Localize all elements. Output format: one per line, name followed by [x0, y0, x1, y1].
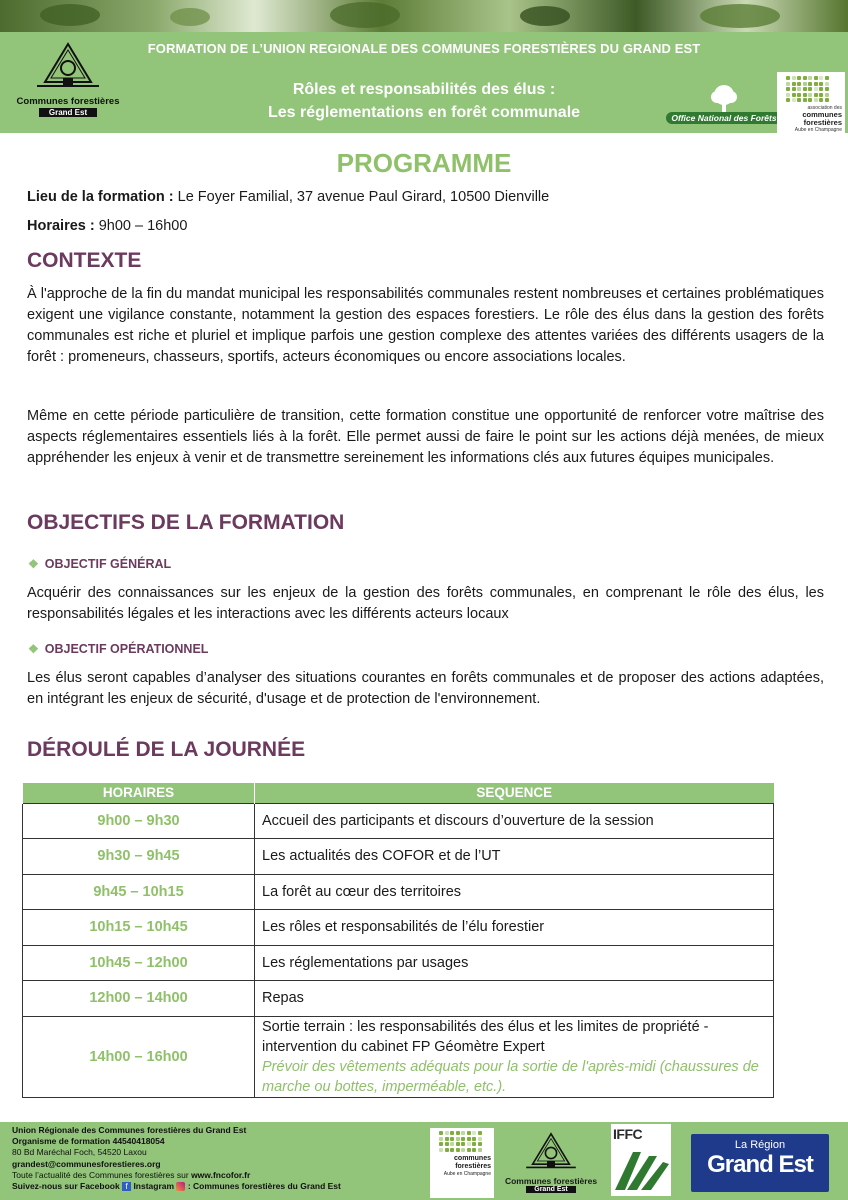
- schedule-header-row: [23, 783, 774, 803]
- row-time: 12h00 – 14h00: [23, 981, 255, 1017]
- table-row: [23, 839, 774, 875]
- table-row: [23, 1016, 774, 1097]
- deroule-heading: DÉROULÉ DE LA JOURNÉE: [27, 738, 306, 761]
- footer-line5-prefix: Toute l’actualité des Communes forestières sur: [12, 1169, 192, 1180]
- footer-assoc-name-1: communes: [454, 1154, 491, 1162]
- col-header-sequence: SEQUENCE: [255, 783, 774, 803]
- row-time: 10h15 – 10h45: [23, 910, 255, 946]
- row-time: 10h45 – 12h00: [23, 945, 255, 981]
- row-sequence: Accueil des participants et discours d’ouverture de la session: [255, 803, 774, 839]
- table-row: [23, 910, 774, 946]
- row-sequence: Repas: [255, 981, 774, 1017]
- row-note: Prévoir des vêtements adéquats pour la sortie de l'après-midi (chaussures de marche ou bottes, imperméable, etc.).: [262, 1058, 759, 1095]
- table-row: [23, 874, 774, 910]
- tree-icon: [707, 84, 741, 114]
- row-sequence-cell: [255, 1016, 774, 1097]
- horaires-label: Horaires :: [27, 218, 95, 234]
- programme-title: PROGRAMME: [336, 148, 512, 178]
- row-sequence: Sortie terrain : les responsabilités des élus et les limites de propriété - intervention du cabinet FP Géomètre Expert: [262, 1018, 709, 1055]
- footer-website-link[interactable]: www.fncofor.fr: [191, 1169, 251, 1180]
- header-subtitle: [180, 78, 668, 124]
- header-banner: [0, 32, 848, 133]
- lieu-line: [27, 189, 549, 205]
- onf-logo: [672, 84, 776, 130]
- iffc-swoosh-icon: [613, 1142, 669, 1192]
- footer-cf-sub: Grand Est: [526, 1186, 575, 1193]
- diamond-bullet-icon: ❖: [28, 642, 39, 656]
- iffc-label: IFFC: [613, 1126, 643, 1142]
- facebook-icon[interactable]: f: [122, 1182, 131, 1191]
- row-time: 9h30 – 9h45: [23, 839, 255, 875]
- row-sequence: La forêt au cœur des territoires: [255, 874, 774, 910]
- footer-social-name: : Communes forestières du Grand Est: [185, 1181, 341, 1192]
- lieu-label: Lieu de la formation :: [27, 189, 174, 205]
- region-line1: La Région: [734, 1139, 786, 1151]
- contexte-paragraph-1: À l'approche de la fin du mandat municipal les responsabilités communales restent nombreuses et certaines problématiques exigent une vigilance constante, notamment la gestion des espaces forestiers. Le rôle des élus dans la gestion des forêts communales est riche et pluriel et implique parfois une gestion complexe des attentes variées des différents usagers de la forêt : promeneurs, chasseurs, sportifs, acteurs économiques ou encore associations locales.: [27, 286, 824, 365]
- header-subtitle-line1: Rôles et responsabilités des élus :: [292, 81, 556, 98]
- objectifs-heading: OBJECTIFS DE LA FORMATION: [27, 511, 345, 534]
- table-row: [23, 803, 774, 839]
- iffc-logo: [611, 1124, 671, 1196]
- assoc-small-top: association des: [807, 105, 842, 111]
- header-photo-strip: [0, 0, 848, 32]
- communes-forestieres-logo: [18, 42, 118, 128]
- dots-mark-icon: [439, 1131, 491, 1152]
- association-communes-forestieres-logo: [777, 72, 845, 158]
- col-header-horaires: HORAIRES: [23, 783, 255, 803]
- footer-assoc-name-2: forestières: [455, 1162, 491, 1170]
- footer-band: [0, 1122, 848, 1200]
- objectif-general-heading: [28, 557, 171, 571]
- objectif-operationnel-label: OBJECTIF OPÉRATIONNEL: [44, 642, 209, 656]
- row-time: 9h00 – 9h30: [23, 803, 255, 839]
- footer-line3: 80 Bd Maréchal Foch, 54520 Laxou: [12, 1147, 147, 1158]
- header-subtitle-line2: Les réglementations en forêt communale: [267, 104, 581, 121]
- footer-assoc-small: Aube en Champagne: [443, 1170, 491, 1177]
- footer-facebook-text: Suivez-nous sur Facebook: [12, 1181, 120, 1192]
- logo-left-name: Communes forestières: [16, 96, 120, 107]
- row-sequence: Les actualités des COFOR et de l’UT: [255, 839, 774, 875]
- table-row: [23, 981, 774, 1017]
- onf-label: Office National des Forêts: [666, 112, 781, 124]
- footer-line1: Union Régionale des Communes forestières du Grand Est: [12, 1125, 247, 1135]
- footer-contact: [12, 1125, 341, 1192]
- row-time: 9h45 – 10h15: [23, 874, 255, 910]
- assoc-small-bottom: Aube en Champagne: [794, 127, 842, 133]
- footer-line2: Organisme de formation 44540418054: [12, 1136, 165, 1147]
- region-grand-est-logo: [691, 1134, 829, 1192]
- header-title: FORMATION DE L’UNION REGIONALE DES COMMUNES FORESTIÈRES DU GRAND EST: [147, 41, 701, 56]
- schedule-table: [22, 783, 774, 1098]
- footer-email[interactable]: grandest@communesforestieres.org: [12, 1158, 161, 1169]
- table-row: [23, 945, 774, 981]
- objectif-general-text: Acquérir des connaissances sur les enjeux de la gestion des forêts communales, en comprenant le rôle des élus, les responsabilités légales et les interactions avec les différents acteurs locaux: [27, 585, 824, 622]
- objectif-general-label: OBJECTIF GÉNÉRAL: [44, 557, 172, 571]
- contexte-heading: CONTEXTE: [27, 249, 142, 272]
- horaires-line: [27, 218, 187, 234]
- lieu-value: Le Foyer Familial, 37 avenue Paul Girard, 10500 Dienville: [173, 189, 550, 205]
- footer-communes-forestieres-logo: [503, 1128, 599, 1200]
- assoc-name-2: forestières: [803, 118, 842, 127]
- contexte-paragraph-2: Même en cette période particulière de transition, cette formation constitue une opportunité de renforcer votre maîtrise des aspects réglementaires essentiels liés à la forêt. Elle permet aussi de faire le point sur les actions déjà menées, de mieux appréhender les enjeux à venir et de transmettre sereinement les informations clés aux futures équipes municipales.: [27, 408, 824, 466]
- region-line2: Grand Est: [707, 1151, 813, 1178]
- horaires-value: 9h00 – 16h00: [94, 218, 188, 234]
- row-time: 14h00 – 16h00: [23, 1016, 255, 1097]
- forest-town-icon: [523, 1130, 579, 1176]
- footer-instagram-text: Instagram: [131, 1181, 175, 1192]
- dots-mark-icon: [786, 76, 842, 102]
- row-sequence: Les rôles et responsabilités de l’élu forestier: [255, 910, 774, 946]
- footer-association-logo: [430, 1128, 494, 1198]
- footer-cf-name: Communes forestières: [504, 1176, 598, 1186]
- forest-town-icon: [33, 42, 103, 94]
- assoc-name-1: communes: [802, 110, 842, 119]
- logo-left-sub: Grand Est: [39, 108, 97, 117]
- objectif-operationnel-text: Les élus seront capables d’analyser des situations courantes en forêts communales et de proposer des actions adaptées, en intégrant les enjeux de sécurité, d'usage et de protection de l'environnement.: [27, 670, 824, 707]
- row-sequence: Les réglementations par usages: [255, 945, 774, 981]
- diamond-bullet-icon: ❖: [28, 557, 39, 571]
- objectif-operationnel-heading: [28, 642, 208, 656]
